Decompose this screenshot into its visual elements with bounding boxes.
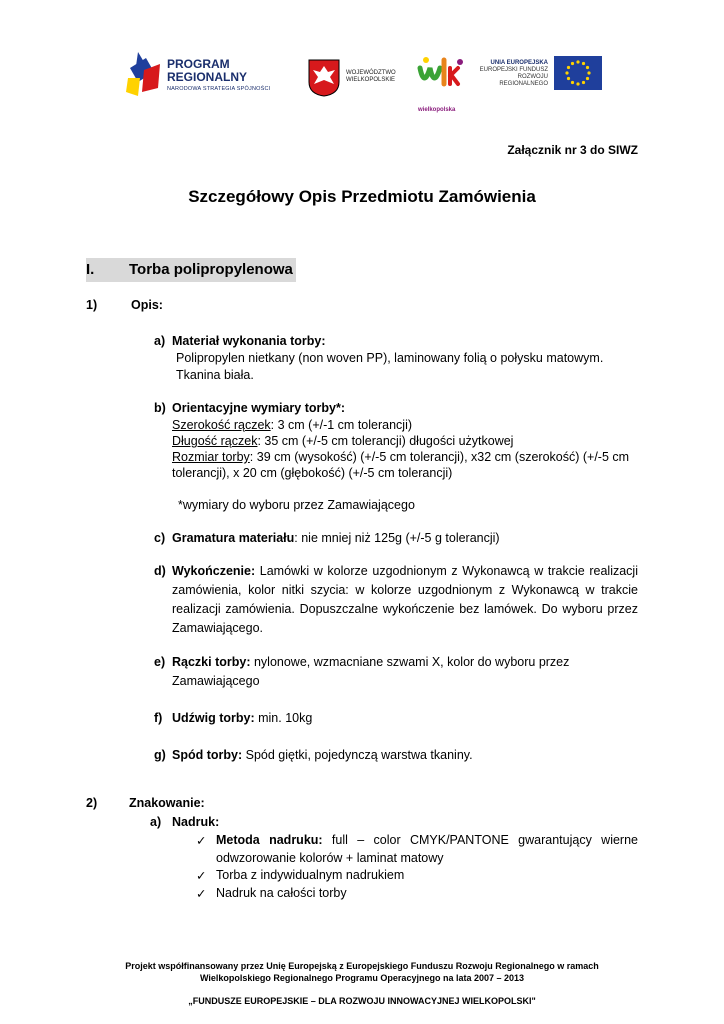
item-text: Polipropylen nietkany (non woven PP), laminowany folią o połysku matowym.: [176, 351, 604, 365]
item-text: Szerokość rączek: 3 cm (+/-1 cm tolerancji): [172, 418, 413, 432]
logo-bar: [0, 40, 724, 120]
list-marker: g): [154, 748, 166, 762]
item-title: Materiał wykonania torby:: [172, 334, 326, 348]
item-text: zamówienia, kolor nitki szycia: w kolorze uzgodnionym z Wykonawcą w trakcie: [172, 583, 638, 597]
subsection-label: Opis:: [131, 298, 163, 312]
subsection-label: Znakowanie:: [129, 796, 205, 810]
check-icon: ✓: [196, 869, 207, 883]
section-number: I.: [86, 261, 95, 278]
bullet-text: Metoda nadruku: full – color CMYK/PANTONE gwarantujący wierne: [216, 833, 638, 847]
item-text: Wykończenie: Lamówki w kolorze uzgodnionym z Wykonawcą w trakcie realizacji: [172, 564, 638, 578]
bullet-text: Nadruk na całości torby: [216, 886, 347, 900]
item-title: Nadruk:: [172, 815, 220, 829]
check-icon: ✓: [196, 834, 207, 848]
page-title: Szczegółowy Opis Przedmiotu Zamówienia: [188, 187, 536, 206]
item-text: Spód torby: Spód giętki, pojedynczą warstwa tkaniny.: [172, 748, 473, 762]
item-text: Rozmiar torby: 39 cm (wysokość) (+/-5 cm tolerancji), x32 cm (szerokość) (+/-5 cm: [172, 450, 630, 464]
item-text: Udźwig torby: min. 10kg: [172, 711, 313, 725]
item-text: realizacji zamówienia. Dopuszczalne wykończenie bez lamówek. Do wyboru przez: [172, 602, 638, 616]
subsection-number: 1): [86, 298, 98, 312]
list-marker: b): [154, 401, 166, 415]
list-marker: f): [154, 711, 163, 725]
wielkopolska-label: wielkopolska: [418, 107, 456, 113]
coat-of-arms-icon: [307, 58, 341, 98]
item-text: Gramatura materiału: nie mniej niż 125g (+/-5 g tolerancji): [172, 531, 500, 545]
program-regionalny-title: PROGRAM REGIONALNY: [167, 57, 248, 84]
bullet-text: Torba z indywidualnym nadrukiem: [216, 868, 405, 882]
footer-slogan: „FUNDUSZE EUROPEJSKIE – DLA ROZWOJU INNOWACYJNEJ WIELKOPOLSKI": [188, 996, 536, 1006]
list-marker: c): [154, 531, 166, 545]
item-text: Zamawiającego.: [172, 621, 264, 635]
list-marker: e): [154, 655, 166, 669]
footer-line: Projekt współfinansowany przez Unię Europejską z Europejskiego Funduszu Rozwoju Regionalnego w ramach: [125, 961, 599, 971]
item-text: Zamawiającego: [172, 674, 260, 688]
footnote: *wymiary do wyboru przez Zamawiającego: [178, 498, 415, 512]
eu-flag-icon: [554, 56, 602, 90]
item-title: Orientacyjne wymiary torby*:: [172, 401, 345, 415]
section-heading: [86, 258, 296, 282]
item-text: Rączki torby: nylonowe, wzmacniane szwami X, kolor do wyboru przez: [172, 655, 570, 669]
voivodeship-label: WOJEWÓDZTWO WIELKOPOLSKIE: [346, 70, 396, 83]
subsection-number: 2): [86, 796, 98, 810]
bullet-text: odwzorowanie kolorów + laminat matowy: [216, 851, 444, 865]
section-label: Torba polipropylenowa: [129, 261, 293, 278]
program-regionalny-logo: [124, 48, 166, 100]
list-marker: a): [150, 815, 162, 829]
program-regionalny-subtitle: NARODOWA STRATEGIA SPÓJNOŚCI: [167, 86, 271, 92]
check-icon: ✓: [196, 887, 207, 901]
item-text: tolerancji), x 20 cm (głębokość) (+/-5 cm tolerancji): [172, 466, 453, 480]
eu-fund-label: UNIA EUROPEJSKA EUROPEJSKI FUNDUSZ ROZWOJU REGIONALNEGO: [479, 60, 548, 87]
wielkopolska-logo: [416, 54, 466, 100]
list-marker: a): [154, 334, 166, 348]
item-text: Długość rączek: 35 cm (+/-5 cm tolerancji) długości użytkowej: [172, 434, 514, 448]
attachment-label: Załącznik nr 3 do SIWZ: [507, 143, 638, 157]
item-text: Tkanina biała.: [176, 368, 254, 382]
footer-line: Wielkopolskiego Regionalnego Programu Operacyjnego na lata 2007 – 2013: [199, 973, 525, 983]
list-marker: d): [154, 564, 166, 578]
